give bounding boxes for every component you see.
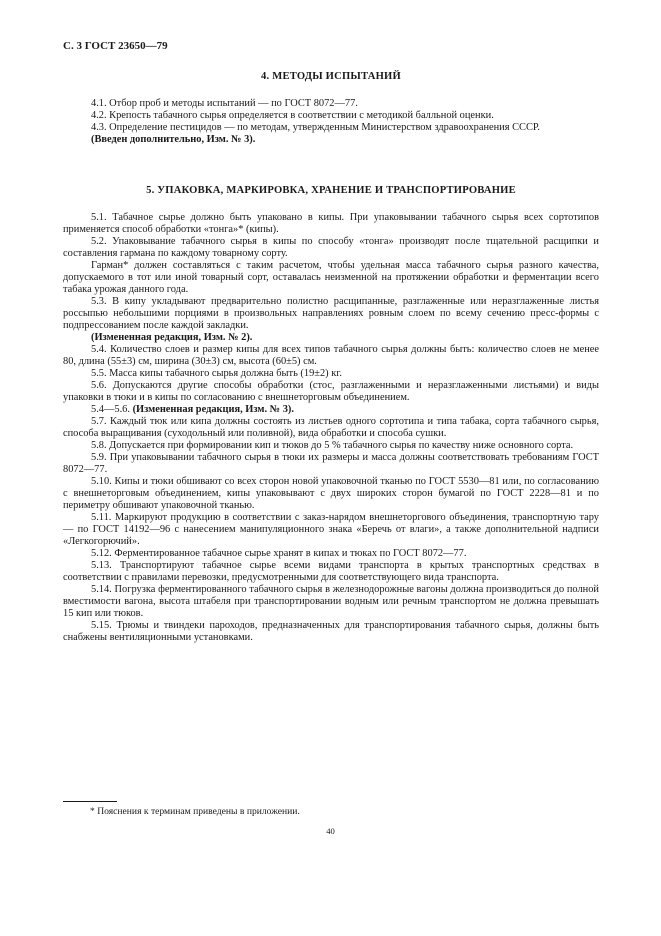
paragraph-5-12: 5.12. Ферментированное табачное сырье хранят в кипах и тюках по ГОСТ 8072—77. <box>91 548 467 559</box>
amendment-note-text: (Измененная редакция, Изм. № 3). <box>132 404 294 415</box>
section-4-title: 4. МЕТОДЫ ИСПЫТАНИЙ <box>261 71 401 82</box>
paragraph-4-3: 4.3. Определение пестицидов — по методам, утвержденным Министерством здравоохранения СССР. <box>91 122 540 133</box>
section-5-title: 5. УПАКОВКА, МАРКИРОВКА, ХРАНЕНИЕ И ТРАНСПОРТИРОВАНИЕ <box>146 185 516 196</box>
paragraph-5-7: 5.7. Каждый тюк или кипа должны состоять из листьев одного сортотипа и типа табака, сорта табачного сырья, способа выращивания (суходольный или поливной), вида обработки и способа сушки. <box>63 416 599 439</box>
footnote-rule <box>63 801 117 802</box>
paragraph-range: 5.4—5.6. <box>91 404 133 415</box>
paragraph-5-2: 5.2. Упаковывание табачного сырья в кипы по способу «тонга» производят после тщательной расщипки и составления гармана по каждому товарному сорту. <box>63 236 599 259</box>
paragraph-5-9: 5.9. При упаковывании табачного сырья в тюки их размеры и масса должны соответствовать требованиям ГОСТ 8072—77. <box>63 452 599 475</box>
paragraph-5-11: 5.11. Маркируют продукцию в соответствии с заказ-нарядом внешнеторгового объединения, транспортную тару — по ГОСТ 14192—96 с нанесением манипуляционного знака «Беречь от влаги», а также дополнительной надписи «Легкогорючий». <box>63 512 599 547</box>
section-5-body <box>63 212 599 644</box>
paragraph-5-10: 5.10. Кипы и тюки обшивают со всех сторон новой упаковочной тканью по ГОСТ 5530—81 или, по согласованию с внешнеторговым объединением, кипы упаковывают с двух широких сторон бумагой по ГОСТ 2228—81 и по периметру обшивают упаковочной тканью. <box>63 476 599 511</box>
paragraph-5-6: 5.6. Допускаются другие способы обработки (стос, разглаженными и неразглаженными листьями) и виды упаковки в тюки и в кипы по согласованию с внешнеторговым объединением. <box>63 380 599 403</box>
page-header: С. 3 ГОСТ 23650—79 <box>63 40 168 52</box>
paragraph-5-4: 5.4. Количество слоев и размер кипы для всех типов табачного сырья должны быть: количество слоев не менее 80, длина (55±3) см, ширина (30±3) см, высота (60±5) см. <box>63 344 599 367</box>
amendment-note-4: (Введен дополнительно, Изм. № 3). <box>91 134 256 145</box>
section-4-body <box>63 98 599 146</box>
paragraph-5-8: 5.8. Допускается при формировании кип и тюков до 5 % табачного сырья по качеству ниже основного сорта. <box>91 440 574 451</box>
amendment-note-5-4-5-6 <box>63 404 599 416</box>
paragraph-4-2: 4.2. Крепость табачного сырья определяется в соответствии с методикой балльной оценки. <box>91 110 494 121</box>
paragraph-5-14: 5.14. Погрузка ферментированного табачного сырья в железнодорожные вагоны должна производиться до полной вместимости вагона, высота штабеля при транспортировании водным или речным транспортом не должна превышать 15 кип или тюков. <box>63 584 599 619</box>
paragraph-4-1: 4.1. Отбор проб и методы испытаний — по ГОСТ 8072—77. <box>91 98 358 109</box>
paragraph-5-3: 5.3. В кипу укладывают предварительно полистно расщипанные, разглаженные или неразглаженные листья россыпью небольшими порциями в произвольных направлениях ровным слоем по всему сечению пресс-формы с подпрессованием после каждой закладки. <box>63 296 599 331</box>
footnote: * Пояснения к терминам приведены в приложении. <box>90 806 300 817</box>
paragraph-5-5: 5.5. Масса кипы табачного сырья должна быть (19±2) кг. <box>91 368 342 379</box>
paragraph-5-13: 5.13. Транспортируют табачное сырье всеми видами транспорта в крытых транспортных средствах в соответствии с правилами перевозки, предусмотренными для соответствующего вида транспорта. <box>63 560 599 583</box>
paragraph-5-1: 5.1. Табачное сырье должно быть упаковано в кипы. При упаковывании табачного сырья всех сортотипов применяется способ обработки «тонга»* (кипы). <box>63 212 599 235</box>
paragraph-5-15: 5.15. Трюмы и твиндеки пароходов, предназначенных для транспортирования табачного сырья, должны быть снабжены вентиляционными установками. <box>63 620 599 643</box>
amendment-note-5-3: (Измененная редакция, Изм. № 2). <box>91 332 253 343</box>
page-number: 40 <box>326 826 335 836</box>
paragraph-garman: Гарман* должен составляться с таким расчетом, чтобы удельная масса табачного сырья разного качества, допускаемого в тот или иной товарный сорт, оставалась неизменной на протяжении обработки и ферментации всего табака урожая данного года. <box>63 260 599 295</box>
